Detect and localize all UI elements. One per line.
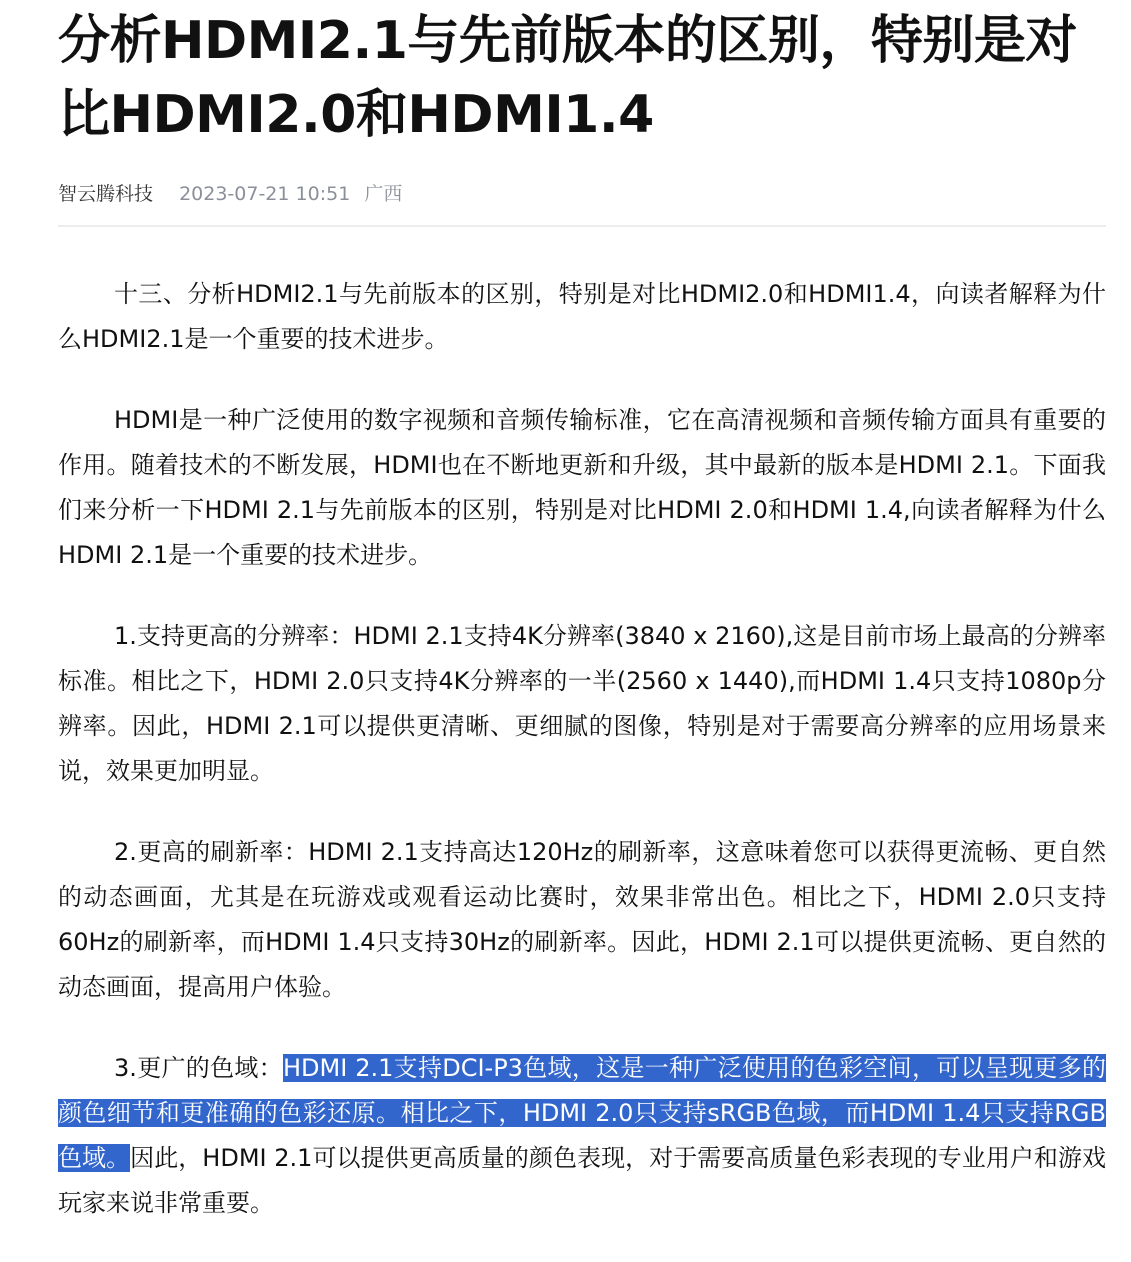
header-divider	[58, 225, 1106, 227]
paragraph-color-gamut	[58, 1046, 1106, 1226]
publish-date: 2023-07-21 10:51	[179, 183, 351, 205]
selected-text[interactable]: HDMI 2.1支持DCI-P3色域，这是一种广泛使用的色彩空间，可以呈现更多的颜色细节和更准确的色彩还原。相比之下，HDMI 2.0只支持sRGB色域，而HDMI 1.4只支持RGB色域。	[58, 1054, 1106, 1172]
paragraph-resolution: 1.支持更高的分辨率：HDMI 2.1支持4K分辨率(3840 x 2160),这是目前市场上最高的分辨率标准。相比之下，HDMI 2.0只支持4K分辨率的一半(2560 x 1440),而HDMI 1.4只支持1080p分辨率。因此，HDMI 2.1可以提供更清晰、更细腻的图像，特别是对于需要高分辨率的应用场景来说，效果更加明显。	[58, 622, 1106, 785]
article-title: 分析HDMI2.1与先前版本的区别，特别是对比HDMI2.0和HDMI1.4	[58, 11, 1077, 145]
publish-location: 广西	[364, 183, 403, 205]
article-meta	[58, 180, 402, 208]
paragraph-intro-heading: 十三、分析HDMI2.1与先前版本的区别，特别是对比HDMI2.0和HDMI1.4，向读者解释为什么HDMI2.1是一个重要的技术进步。	[58, 280, 1106, 353]
paragraph-text-before-selection: 3.更广的色域：	[114, 1054, 283, 1082]
article-body	[58, 272, 1106, 1262]
article	[58, 0, 1107, 1217]
paragraph-overview: HDMI是一种广泛使用的数字视频和音频传输标准，它在高清视频和音频传输方面具有重要的作用。随着技术的不断发展，HDMI也在不断地更新和升级，其中最新的版本是HDMI 2.1。下面我们来分析一下HDMI 2.1与先前版本的区别，特别是对比HDMI 2.0和HDMI 1.4,向读者解释为什么HDMI 2.1是一个重要的技术进步。	[58, 406, 1106, 569]
paragraph-refresh-rate: 2.更高的刷新率：HDMI 2.1支持高达120Hz的刷新率，这意味着您可以获得更流畅、更自然的动态画面，尤其是在玩游戏或观看运动比赛时，效果非常出色。相比之下，HDMI 2.0只支持60Hz的刷新率，而HDMI 1.4只支持30Hz的刷新率。因此，HDMI 2.1可以提供更流畅、更自然的动态画面，提高用户体验。	[58, 838, 1106, 1001]
paragraph-text-after-selection: 因此，HDMI 2.1可以提供更高质量的颜色表现，对于需要高质量色彩表现的专业用户和游戏玩家来说非常重要。	[58, 1144, 1107, 1217]
author-name[interactable]: 智云腾科技	[58, 183, 154, 205]
